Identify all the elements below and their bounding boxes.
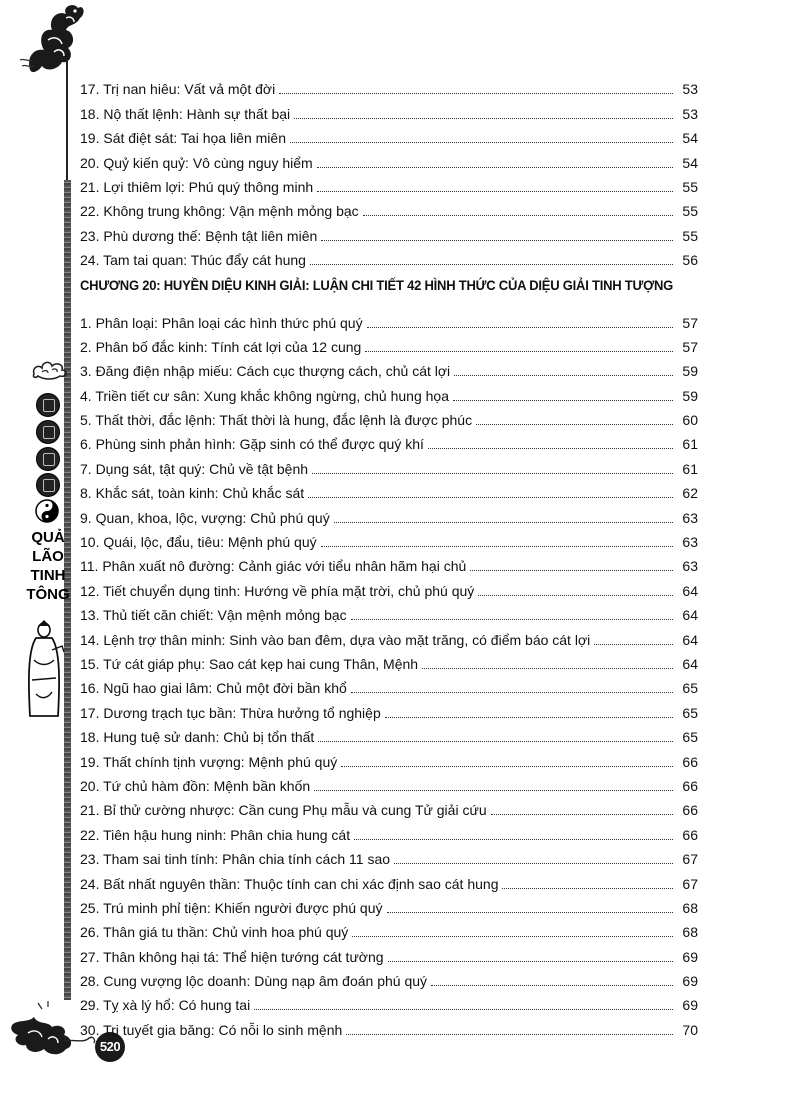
toc-entry-title: 6. Phùng sinh phản hình: Gặp sinh có thể được quý khí (80, 436, 424, 453)
toc-entry-title: 9. Quan, khoa, lộc, vượng: Chủ phú quý (80, 509, 330, 526)
toc-entry[interactable] (80, 478, 698, 502)
toc-entry-page: 54 (682, 154, 698, 171)
toc-entry-title: 17. Dương trạch tục bần: Thừa hưởng tổ nghiệp (80, 704, 381, 721)
dot-leader (312, 472, 673, 474)
toc-entry-page: 64 (682, 582, 698, 599)
toc-entry[interactable] (80, 502, 698, 526)
toc-entry[interactable] (80, 98, 698, 122)
toc-entry-page: 61 (682, 460, 698, 477)
toc-entry[interactable] (80, 600, 698, 624)
toc-entry-page: 57 (682, 338, 698, 355)
toc-entry[interactable] (80, 722, 698, 746)
toc-entry-title: 17. Trị nan hiêu: Vất vả một đời (80, 81, 276, 98)
toc-entry-title: 22. Tiên hậu hung ninh: Phân chia hung cát (80, 826, 351, 843)
toc-entry-page: 70 (682, 1021, 698, 1038)
toc-entry-title: 28. Cung vượng lộc doanh: Dùng nạp âm đoán phú quý (80, 973, 428, 990)
toc-entry-title: 20. Quỷ kiến quỷ: Vô cùng nguy hiểm (80, 154, 313, 171)
toc-entry-title: 11. Phân xuất nô đường: Cảnh giác với tiểu nhân hãm hại chủ (80, 558, 467, 575)
toc-entry-page: 66 (682, 753, 698, 770)
vertical-title-word: TINH (30, 567, 66, 584)
toc-entry-page: 55 (682, 203, 698, 220)
toc-entry[interactable] (80, 429, 698, 453)
toc-entry[interactable] (80, 941, 698, 965)
toc-entry[interactable] (80, 172, 698, 196)
toc-entry-title: 1. Phân loại: Phân loại các hình thức phú quý (80, 314, 363, 331)
toc-entry-title: 20. Tứ chủ hàm đồn: Mệnh bần khốn (80, 777, 311, 794)
toc-entry-title: 23. Tham sai tinh tính: Phân chia tính cách 11 sao (80, 851, 391, 868)
toc-entry-title: 12. Tiết chuyển dụng tinh: Hướng về phía mặt trời, chủ phú quý (80, 582, 475, 599)
toc-entry-page: 59 (682, 387, 698, 404)
toc-entry[interactable] (80, 795, 698, 819)
toc-entry-title: 10. Quái, lộc, đẩu, tiêu: Mệnh phú quý (80, 534, 317, 551)
dot-leader (351, 618, 673, 620)
dot-leader (428, 447, 673, 449)
toc-entry-page: 69 (682, 948, 698, 965)
table-of-contents (80, 74, 698, 1039)
toc-entry-page: 68 (682, 899, 698, 916)
dot-leader (290, 141, 673, 143)
toc-entry-title: 21. Bỉ thử cường nhược: Cần cung Phụ mẫu và cung Tử giải cứu (80, 802, 487, 819)
toc-entry-page: 65 (682, 704, 698, 721)
toc-entry-title: 25. Trú minh phỉ tiện: Khiến người được phú quý (80, 899, 383, 916)
sage-figure-icon (22, 620, 66, 720)
vertical-book-title (26, 528, 70, 604)
dot-leader (385, 716, 673, 718)
toc-entry[interactable] (80, 893, 698, 917)
toc-group-before (80, 74, 698, 269)
toc-entry[interactable] (80, 917, 698, 941)
dot-leader (321, 239, 673, 241)
dot-leader (334, 521, 673, 523)
toc-entry[interactable] (80, 844, 698, 868)
dot-leader (254, 1008, 673, 1010)
toc-entry[interactable] (80, 868, 698, 892)
vertical-title-word: LÃO (32, 548, 64, 565)
toc-entry-page: 55 (682, 178, 698, 195)
toc-group-after (80, 307, 698, 1039)
dot-leader (318, 740, 673, 742)
toc-entry[interactable] (80, 990, 698, 1014)
dot-leader (310, 263, 673, 265)
toc-entry-title: 15. Tứ cát giáp phụ: Sao cát kẹp hai cung Thân, Mệnh (80, 655, 419, 672)
toc-entry[interactable] (80, 1014, 698, 1038)
seal-icon (36, 447, 60, 471)
dot-leader (387, 911, 674, 913)
toc-entry-page: 55 (682, 227, 698, 244)
toc-entry-title: 2. Phân bố đắc kinh: Tính cát lợi của 12 cung (80, 338, 362, 355)
toc-entry-page: 66 (682, 777, 698, 794)
toc-entry-title: 18. Nộ thất lệnh: Hành sự thất bại (80, 105, 291, 122)
toc-entry-page: 59 (682, 363, 698, 380)
toc-entry-page: 66 (682, 802, 698, 819)
toc-entry[interactable] (80, 220, 698, 244)
toc-entry[interactable] (80, 819, 698, 843)
dot-leader (308, 496, 673, 498)
toc-entry[interactable] (80, 380, 698, 404)
dot-leader (279, 92, 673, 94)
dot-leader (346, 1033, 673, 1035)
toc-entry-title: 8. Khắc sát, toàn kinh: Chủ khắc sát (80, 485, 305, 502)
dot-leader (352, 935, 673, 937)
dot-leader (317, 166, 673, 168)
toc-entry-page: 63 (682, 509, 698, 526)
left-margin-decoration (0, 0, 78, 1115)
dot-leader (394, 862, 673, 864)
toc-entry-title: 4. Triền tiết cư sân: Xung khắc không ngừng, chủ hung họa (80, 387, 449, 404)
toc-entry[interactable] (80, 356, 698, 380)
toc-entry[interactable] (80, 649, 698, 673)
toc-entry-title: 16. Ngũ hao giai lâm: Chủ một đời bần khổ (80, 680, 347, 697)
toc-entry[interactable] (80, 123, 698, 147)
dot-leader (453, 399, 673, 401)
toc-entry-page: 69 (682, 997, 698, 1014)
seal-icon (36, 473, 60, 497)
cloud-icon (30, 358, 70, 380)
toc-entry-page: 63 (682, 534, 698, 551)
dragon-icon (18, 0, 88, 78)
toc-entry-page: 67 (682, 851, 698, 868)
toc-entry[interactable] (80, 746, 698, 770)
dot-leader (478, 594, 673, 596)
toc-entry-title: 18. Hung tuệ sử danh: Chủ bị tổn thất (80, 729, 315, 746)
dot-leader (422, 667, 673, 669)
toc-entry-title: 21. Lợi thiêm lợi: Phú quý thông minh (80, 178, 314, 195)
toc-entry[interactable] (80, 966, 698, 990)
dot-leader (491, 813, 673, 815)
toc-entry[interactable] (80, 405, 698, 429)
dot-leader (354, 838, 673, 840)
dot-leader (317, 190, 673, 192)
dot-leader (314, 789, 673, 791)
toc-entry-title: 29. Tỵ xà lý hổ: Có hung tai (80, 997, 251, 1014)
vertical-title-word: TÔNG (26, 586, 70, 603)
toc-entry[interactable] (80, 307, 698, 331)
toc-entry-title: 24. Bất nhất nguyên thần: Thuộc tính can chi xác định sao cát hung (80, 875, 499, 892)
toc-entry-title: 7. Dụng sát, tật quý: Chủ về tật bệnh (80, 460, 309, 477)
toc-entry-title: 26. Thân giá tu thần: Chủ vinh hoa phú quý (80, 924, 349, 941)
toc-entry-page: 65 (682, 680, 698, 697)
toc-entry-title: 13. Thủ tiết căn chiết: Vận mệnh mỏng bạc (80, 607, 347, 624)
toc-entry-page: 65 (682, 729, 698, 746)
toc-entry[interactable] (80, 551, 698, 575)
toc-entry[interactable] (80, 673, 698, 697)
page-number-badge: 520 (95, 1032, 125, 1062)
dot-leader (367, 326, 673, 328)
toc-entry-title: 19. Thất chính tịnh vượng: Mệnh phú quý (80, 753, 338, 770)
toc-entry[interactable] (80, 697, 698, 721)
chapter-heading: CHƯƠNG 20: HUYỀN DIỆU KINH GIẢI: LUẬN CHI TIẾT 42 HÌNH THỨC CỦA DIỆU GIẢI TINH TƯỢNG (80, 277, 674, 294)
dot-leader (321, 545, 673, 547)
toc-entry[interactable] (80, 575, 698, 599)
toc-entry-page: 57 (682, 314, 698, 331)
toc-entry-page: 61 (682, 436, 698, 453)
toc-entry-title: 23. Phù dương thế: Bệnh tật liên miên (80, 227, 318, 244)
toc-entry-page: 67 (682, 875, 698, 892)
toc-entry[interactable] (80, 624, 698, 648)
toc-entry[interactable] (80, 771, 698, 795)
toc-entry-page: 69 (682, 973, 698, 990)
toc-entry-title: 5. Thất thời, đắc lệnh: Thất thời là hung, đắc lệnh là được phúc (80, 412, 473, 429)
toc-entry-title: 19. Sát điệt sát: Tai họa liên miên (80, 130, 286, 147)
dot-leader (388, 960, 673, 962)
dot-leader (363, 214, 673, 216)
dot-leader (351, 691, 673, 693)
seal-icon (36, 393, 60, 417)
toc-entry-page: 64 (682, 607, 698, 624)
yin-yang-icon (35, 499, 59, 523)
toc-entry-page: 63 (682, 558, 698, 575)
toc-entry-page: 68 (682, 924, 698, 941)
toc-entry-page: 56 (682, 252, 698, 269)
dot-leader (431, 984, 673, 986)
toc-entry-title: 27. Thân không hại tá: Thể hiện tướng cát tường (80, 948, 384, 965)
seal-icon (36, 420, 60, 444)
vertical-title-word: QUẢ (31, 529, 65, 546)
toc-entry-page: 53 (682, 81, 698, 98)
dot-leader (454, 374, 673, 376)
toc-entry-title: 24. Tam tai quan: Thúc đẩy cát hung (80, 252, 306, 269)
toc-entry-page: 54 (682, 130, 698, 147)
toc-entry-page: 60 (682, 412, 698, 429)
toc-entry-page: 64 (682, 655, 698, 672)
toc-entry-title: 3. Đăng điện nhập miếu: Cách cục thượng cách, chủ cát lợi (80, 363, 451, 380)
toc-entry-title: 22. Không trung không: Vận mệnh mỏng bạc (80, 203, 359, 220)
toc-entry-page: 62 (682, 485, 698, 502)
toc-entry-page: 66 (682, 826, 698, 843)
toc-entry-page: 53 (682, 105, 698, 122)
toc-entry-title: 14. Lệnh trợ thân minh: Sinh vào ban đêm, dựa vào mặt trăng, có điểm báo cát lợi (80, 631, 591, 648)
dot-leader (365, 350, 673, 352)
dot-leader (470, 569, 673, 571)
dot-leader (502, 887, 673, 889)
dot-leader (476, 423, 673, 425)
margin-rule-thin (66, 60, 68, 190)
toc-entry[interactable] (80, 245, 698, 269)
toc-entry[interactable] (80, 527, 698, 551)
dot-leader (341, 765, 673, 767)
toc-entry-title: 30. Trị tuyết gia băng: Có nỗi lo sinh mệnh (80, 1021, 343, 1038)
toc-entry[interactable] (80, 196, 698, 220)
toc-entry[interactable] (80, 147, 698, 171)
dot-leader (294, 117, 673, 119)
toc-entry[interactable] (80, 74, 698, 98)
toc-entry[interactable] (80, 453, 698, 477)
dot-leader (594, 643, 673, 645)
toc-entry-page: 64 (682, 631, 698, 648)
toc-entry[interactable] (80, 332, 698, 356)
